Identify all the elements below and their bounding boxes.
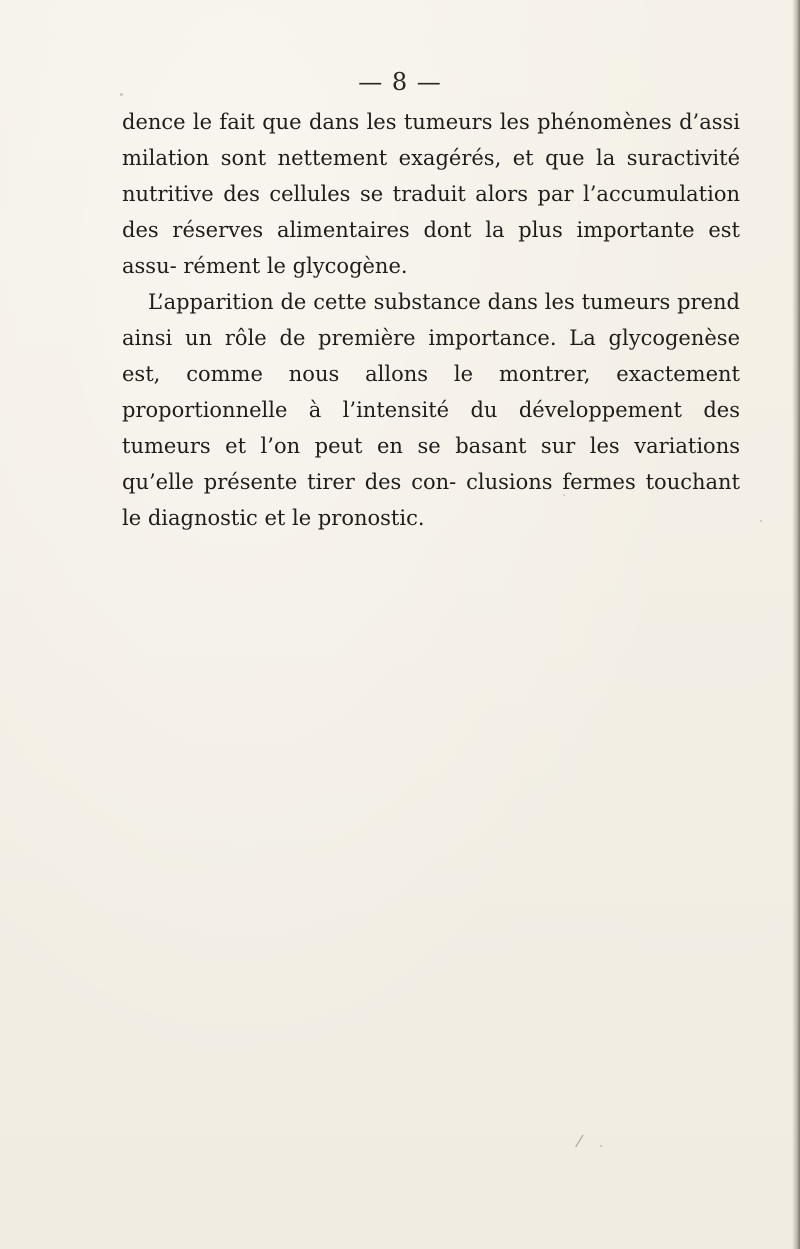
paper-speck: [600, 1145, 602, 1147]
paper-speck: [760, 520, 762, 522]
paragraph-glycogenese: L’apparition de cette substance dans les tumeurs prend ainsi un rôle de première importance. La glycogenèse est, comme nous allons le montrer, exactement proportionnelle à l’intensité du développement des tumeurs et l’on peut en se basant sur les variations qu’elle présente tirer des con- clusions fermes touchant le diagnostic et le pronostic.: [122, 290, 740, 530]
body-text: [122, 104, 740, 536]
page-number: — 8 —: [358, 68, 442, 96]
paragraph-continuation: dence le fait que dans les tumeurs les phénomènes d’assi milation sont nettement exagérés, et que la suractivité nutritive des cellules se traduit alors par l’accumulation des réserves alimentaires dont la plus importante est assu- rément le glycogène.: [122, 110, 740, 278]
paper-speck: [563, 494, 565, 496]
paper-mark: ⁄: [578, 1132, 581, 1151]
paper-speck: [120, 93, 123, 96]
page-edge-shadow: [792, 0, 800, 1249]
